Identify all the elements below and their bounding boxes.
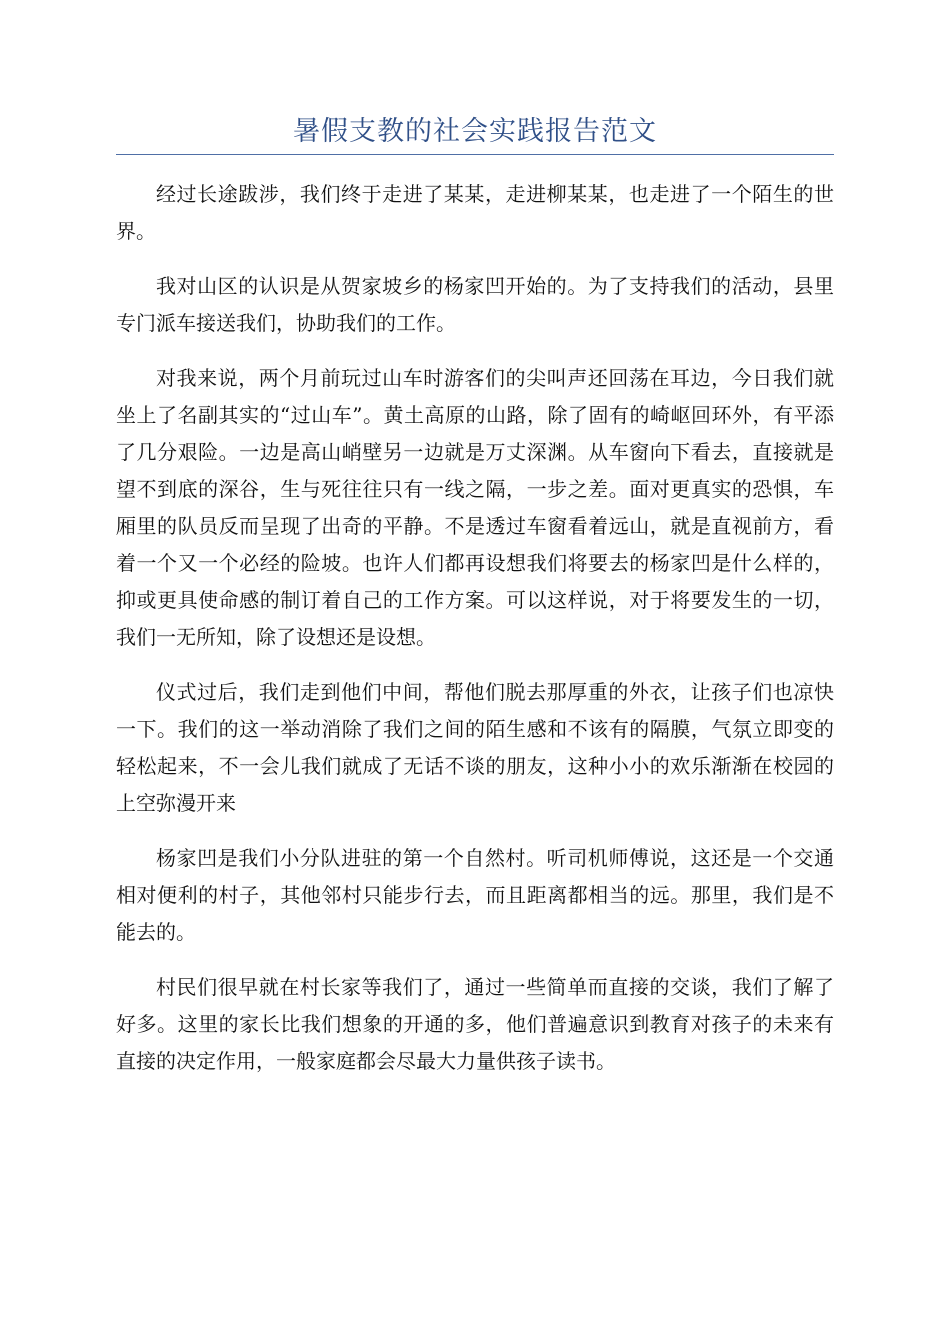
paragraph-3: 对我来说，两个月前玩过山车时游客们的尖叫声还回荡在耳边，今日我们就坐上了名副其实的“过山车”。黄土高原的山路，除了固有的崎岖回环外，有平添了几分艰险。一边是高山峭壁另一边就是万丈深渊。从车窗向下看去，直接就是望不到底的深谷，生与死往往只有一线之隔，一步之差。面对更真实的恐惧，车厢里的队员反而呈现了出奇的平静。不是透过车窗看着远山，就是直视前方，看着一个又一个必经的险坡。也许人们都再设想我们将要去的杨家凹是什么样的，抑或更具使命感的制订着自己的工作方案。可以这样说，对于将要发生的一切，我们一无所知，除了设想还是设想。 xyxy=(116,366,834,649)
paragraph-4: 仪式过后，我们走到他们中间，帮他们脱去那厚重的外衣，让孩子们也凉快一下。我们的这一举动消除了我们之间的陌生感和不该有的隔膜，气氛立即变的轻松起来，不一会儿我们就成了无话不谈的朋友，这种小小的欢乐渐渐在校园的上空弥漫开来 xyxy=(116,680,834,815)
title-underline xyxy=(116,154,834,155)
paragraph-6: 村民们很早就在村长家等我们了，通过一些简单而直接的交谈，我们了解了好多。这里的家长比我们想象的开通的多，他们普遍意识到教育对孩子的未来有直接的决定作用，一般家庭都会尽最大力量供孩子读书。 xyxy=(116,975,834,1073)
document-body xyxy=(116,176,834,1098)
paragraph-1: 经过长途跋涉，我们终于走进了某某，走进柳某某，也走进了一个陌生的世界。 xyxy=(116,182,834,243)
paragraph-2: 我对山区的认识是从贺家坡乡的杨家凹开始的。为了支持我们的活动，县里专门派车接送我们，协助我们的工作。 xyxy=(116,274,834,335)
paragraph-5: 杨家凹是我们小分队进驻的第一个自然村。听司机师傅说，这还是一个交通相对便利的村子，其他邻村只能步行去，而且距离都相当的远。那里，我们是不能去的。 xyxy=(116,846,834,944)
document-title: 暑假支教的社会实践报告范文 xyxy=(293,116,657,147)
